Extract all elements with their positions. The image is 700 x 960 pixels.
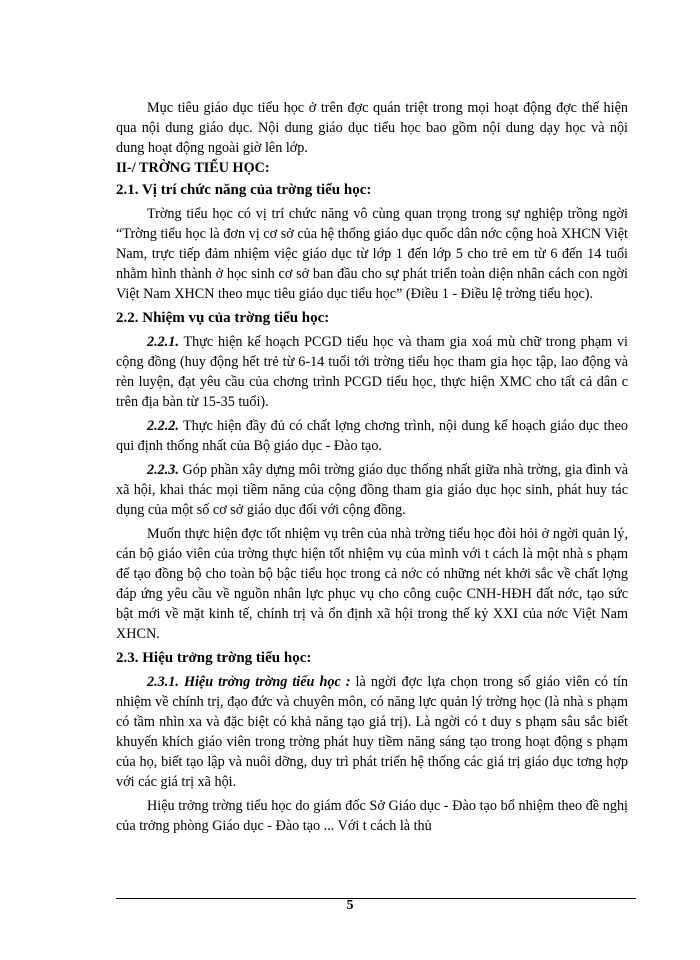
principal-appointment-paragraph: Hiệu trởng trờng tiểu học do giám đốc Sở Giáo dục - Đào tạo bổ nhiệm theo đề nghị của trởng phòng Giáo dục - Đào tạo ... Với t cách là thủ [116,798,628,834]
principal-2-3-1-paragraph [116,672,628,792]
duty-2-2-2-text: Thực hiện đầy đủ có chất lợng chơng trình, nội dung kế hoạch giáo dục theo qui định thống nhất của Bộ giáo dục - Đào tạo. [116,418,628,454]
duty-2-2-1-text: Thực hiện kế hoạch PCGD tiểu học và tham gia xoá mù chữ trong phạm vi cộng đồng (huy động hết trẻ từ 6-14 tuổi tới trờng tiểu học tham gia học tập, lao động và rèn luyện, đạt yêu cầu của chơng trình PCGD tiểu học, thực hiện XMC cho tất cả dân c trên địa bàn từ 15-35 tuổi). [116,334,628,410]
position-function-paragraph: Trờng tiểu học có vị trí chức năng vô cùng quan trọng trong sự nghiệp trồng ngời “Trờng tiểu học là đơn vị cơ sở của hệ thống giáo dục quốc dân nớc cộng hoà XHCN Việt Nam, trực tiếp đảm nhiệm việc giáo dục từ lớp 1 đến lớp 5 cho trẻ em từ 6 đến 14 tuổi nhằm hình thành ở học sinh cơ sở ban đầu cho sự phát triển toàn diện nhân cách con ngời Việt Nam XHCN theo mục tiêu giáo dục tiểu học” (Điều 1 - Điều lệ trờng tiểu học). [116,206,628,302]
page-number: 5 [346,898,354,913]
intro-paragraph: Mục tiêu giáo dục tiểu học ở trên đợc quán triệt trong mọi hoạt động đợc thể hiện qua nội dung giáo dục. Nội dung giáo dục tiểu học bao gồm nội dung dạy học và nội dung hoạt động ngoài giờ lên lớp. [116,100,628,156]
section-2-1-heading: 2.1. Vị trí chức năng của trờng tiểu học: [116,182,372,198]
duty-2-2-2-paragraph [116,416,628,456]
duty-2-2-3-text: Góp phần xây dựng môi trờng giáo dục thống nhất giữa nhà trờng, gia đình và xã hội, khai thác mọi tiềm năng của cộng đồng tham gia giáo dục học sinh, phát huy tác dụng của một số cơ sở giáo dục đối với cộng đồng. [116,462,628,518]
principal-2-3-1-lead: 2.3.1. Hiệu trởng trờng tiểu học : [147,674,351,690]
part-ii-heading: II-/ TRỜNG TIỂU HỌC: [116,160,270,176]
requirements-paragraph: Muốn thực hiện đợc tốt nhiệm vụ trên của nhà trờng tiểu học đòi hỏi ở ngời quản lý, cán bộ giáo viên của trờng thực hiện tốt nhiệm vụ của mình với t cách là một nhà s phạm để tạo đồng bộ cho toàn bộ bậc tiểu học trong cả nớc có những nét khởi sắc về chất lợng đáp ứng yêu cầu về nguồn nhân lực phục vụ cho công cuộc CNH-HĐH đất nớc, tạo sức bật mới về mặt kinh tế, chính trị và ổn định xã hội trong thế kỷ XXI của nớc Việt Nam XHCN. [116,526,628,642]
duty-2-2-3-number: 2.2.3. [147,462,179,478]
duty-2-2-3-paragraph [116,460,628,520]
principal-2-3-1-text: là ngời đợc lựa chọn trong số giáo viên có tín nhiệm về chính trị, đạo đức và chuyên môn, có năng lực quản lý trờng học (là nhà s phạm có tầm nhìn xa và đặc biệt có khả năng tạo giá trị). Là ngời có t duy s phạm sâu sắc biết khuyến khích giáo viên trong trờng phát huy tiềm năng sáng tạo trong hoạt động s phạm của họ, biết tạo lập và nuôi dỡng, duy trì phát triển hệ thống các giá trị giáo dục tơng hợp với các giá trị xã hội. [116,674,628,790]
section-2-3-heading: 2.3. Hiệu trởng trờng tiểu học: [116,650,312,666]
page-content [116,98,628,836]
duty-2-2-1-paragraph [116,332,628,412]
duty-2-2-1-number: 2.2.1. [147,334,179,350]
duty-2-2-2-number: 2.2.2. [147,418,179,434]
section-2-2-heading: 2.2. Nhiệm vụ của trờng tiểu học: [116,310,330,326]
